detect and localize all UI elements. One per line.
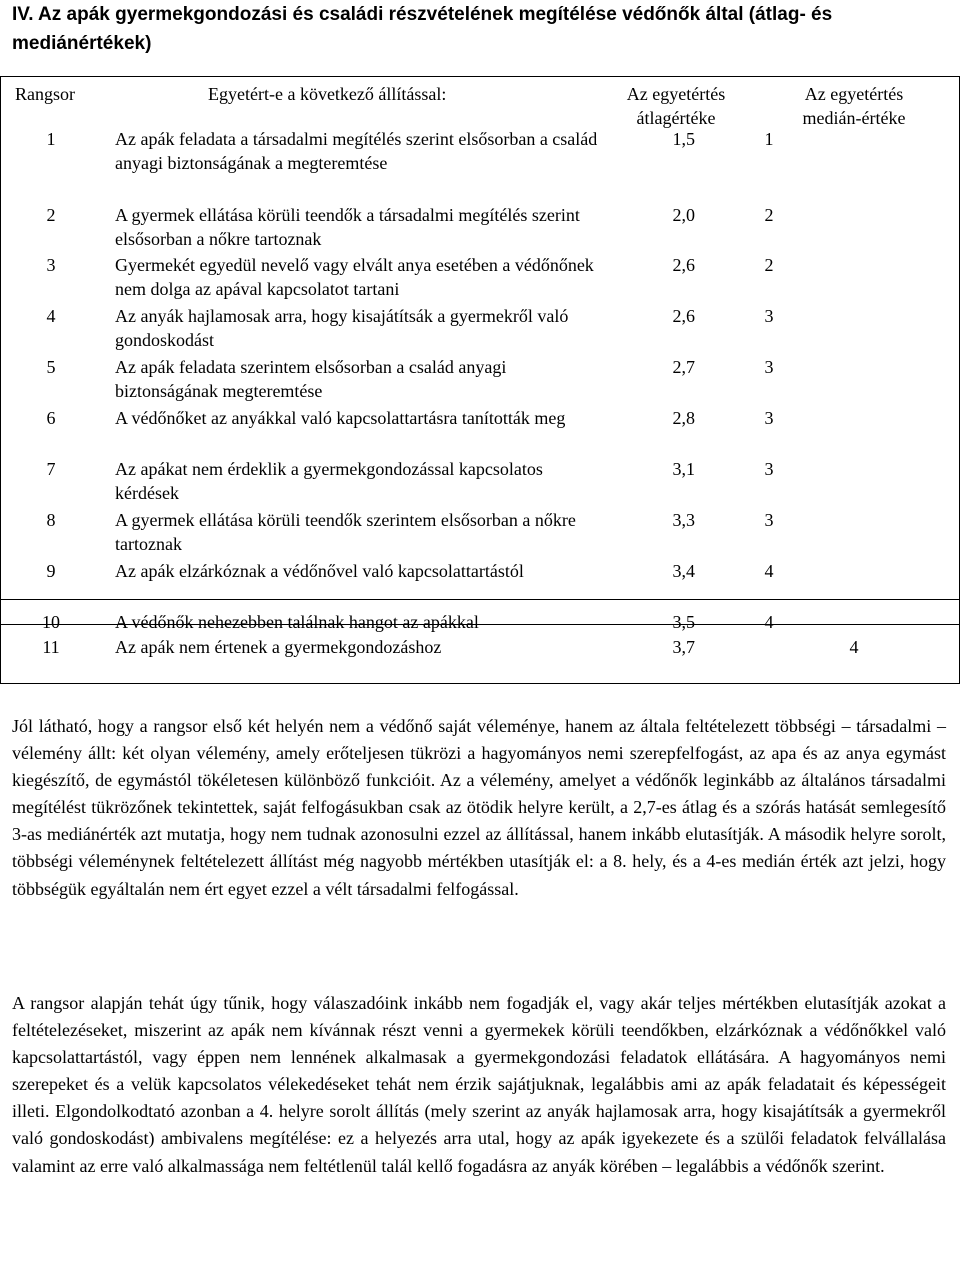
header-median-line2: medián-értéke: [802, 108, 906, 128]
row-rank: 3: [46, 255, 56, 275]
header-average-line2: átlagértéke: [636, 108, 716, 128]
row-median: 2: [764, 255, 774, 275]
row-rank: 5: [46, 357, 56, 377]
row-average: 2,0: [672, 205, 695, 225]
row-separator: [1, 599, 959, 600]
row-average: 2,6: [672, 255, 695, 275]
row-rank: 7: [46, 459, 56, 479]
row-median: 2: [764, 205, 774, 225]
paragraph-2: A rangsor alapján tehát úgy tűnik, hogy válaszadóink inkább nem fogadják el, vagy akár teljes mértékben elutasítják azokat a feltételezéseket, miszerint az apák nem kívánnak részt venni a gyermekek körüli teendőkben, elzárkóznak a védőnőkkel való kapcsolattartástól, vagy éppen nem lennének alkalmasak a gyermekgondozási feladatok ellátására. A hagyományos nemi szerepeket és a velük kapcsolatos vélekedéseket tehát nem érzik sajátjuknak, legalábbis ami az apák feladatait és képességeit illeti. Elgondolkodtató azonban a 4. helyre sorolt állítás (mely szerint az anyák hajlamosak arra, hogy kisajátítsák a gyermekről való gondoskodást) ambivalens megítélése: ez a helyezés arra utal, hogy az apák igyekezete és a szülői feladatok felvállalása valamint az erre való alkalmassága nem feltétlenül talál kellő fogadásra az anyák körében – legalábbis a védőnők szerint.: [12, 993, 946, 1176]
row-rank: 6: [46, 408, 56, 428]
row-median: 4: [764, 612, 774, 632]
row-rank: 2: [46, 205, 56, 225]
row-median: 1: [764, 129, 774, 149]
row-statement: Az anyák hajlamosak arra, hogy kisajátítsák a gyermekről való gondoskodást: [115, 306, 569, 350]
row-average: 3,3: [672, 510, 695, 530]
row-statement: Gyermekét egyedül nevelő vagy elvált anya esetében a védőnőnek nem dolga az apával kapcsolatot tartani: [115, 255, 594, 299]
header-statement: Egyetért-e a következő állítással:: [208, 84, 447, 104]
row-median: 3: [764, 408, 774, 428]
ranking-table: [0, 76, 960, 684]
header-average-line1: Az egyetértés: [626, 84, 726, 104]
row-statement: Az apákat nem érdeklik a gyermekgondozással kapcsolatos kérdések: [115, 459, 543, 503]
row-median: 3: [764, 357, 774, 377]
header-rank: Rangsor: [15, 84, 75, 104]
row-statement: Az apák feladata a társadalmi megítélés szerint elsősorban a család anyagi biztonságának a megteremtése: [115, 129, 598, 173]
row-median: 3: [764, 510, 774, 530]
header-average: [611, 82, 741, 130]
row-rank: 9: [46, 561, 56, 581]
row-median: 4: [849, 637, 859, 657]
row-average: 3,4: [672, 561, 695, 581]
row-statement: A védőnők nehezebben találnak hangot az apákkal: [115, 612, 479, 632]
row-rank: 4: [46, 306, 56, 326]
row-rank: 1: [46, 129, 56, 149]
row-statement: A védőnőket az anyákkal való kapcsolattartásra tanították meg: [115, 408, 566, 428]
row-statement: Az apák elzárkóznak a védőnővel való kapcsolattartástól: [115, 561, 524, 581]
row-separator: [1, 624, 959, 625]
row-statement: A gyermek ellátása körüli teendők szerintem elsősorban a nőkre tartoznak: [115, 510, 576, 554]
header-median: [781, 82, 927, 130]
row-rank: 11: [42, 637, 60, 657]
row-average: 1,5: [672, 129, 695, 149]
row-rank: 10: [42, 612, 60, 632]
row-median: 3: [764, 459, 774, 479]
row-average: 3,1: [672, 459, 695, 479]
row-statement: Az apák feladata szerintem elsősorban a család anyagi biztonságának megteremtése: [115, 357, 507, 401]
row-statement: Az apák nem értenek a gyermekgondozáshoz: [115, 637, 442, 657]
section-title: IV. Az apák gyermekgondozási és családi részvételének megítélése védőnők által (átlag- és mediánértékek): [12, 4, 833, 54]
row-average: 3,7: [672, 637, 695, 657]
row-rank: 8: [46, 510, 56, 530]
row-average: 2,8: [672, 408, 695, 428]
header-median-line1: Az egyetértés: [804, 84, 904, 104]
row-average: 2,7: [672, 357, 695, 377]
paragraph-1: Jól látható, hogy a rangsor első két helyén nem a védőnő saját véleménye, hanem az általa feltételezett többségi – társadalmi – vélemény állt: két olyan vélemény, amely erőteljesen tükrözi a hagyományos nemi szerepfelfogást, az apa és az anya egymást kiegészítő, de egymástól tökéletesen különböző funkcióit. Az a vélemény, amelyet a védőnők leginkább az általános társadalmi megítélést tükrözőnek tekintettek, saját felfogásukban csak az ötödik helyre került, a 2,7-es átlag és a szórás hatását semlegesítő 3-as mediánérték azt mutatja, hogy nem tudnak azonosulni ezzel az állítással, hanem inkább elutasítják. A második helyre sorolt, többségi véleménynek feltételezett állítást még nagyobb mértékben utasítják el: a 8. hely, és a 4-es medián érték azt jelzi, hogy többségük egyáltalán nem ért egyet ezzel a vélt társadalmi felfogással.: [12, 716, 946, 899]
row-statement: A gyermek ellátása körüli teendők a társadalmi megítélés szerint elsősorban a nőkre tartoznak: [115, 205, 580, 249]
row-average: 3,5: [672, 612, 695, 632]
row-median: 3: [764, 306, 774, 326]
row-median: 4: [764, 561, 774, 581]
row-average: 2,6: [672, 306, 695, 326]
